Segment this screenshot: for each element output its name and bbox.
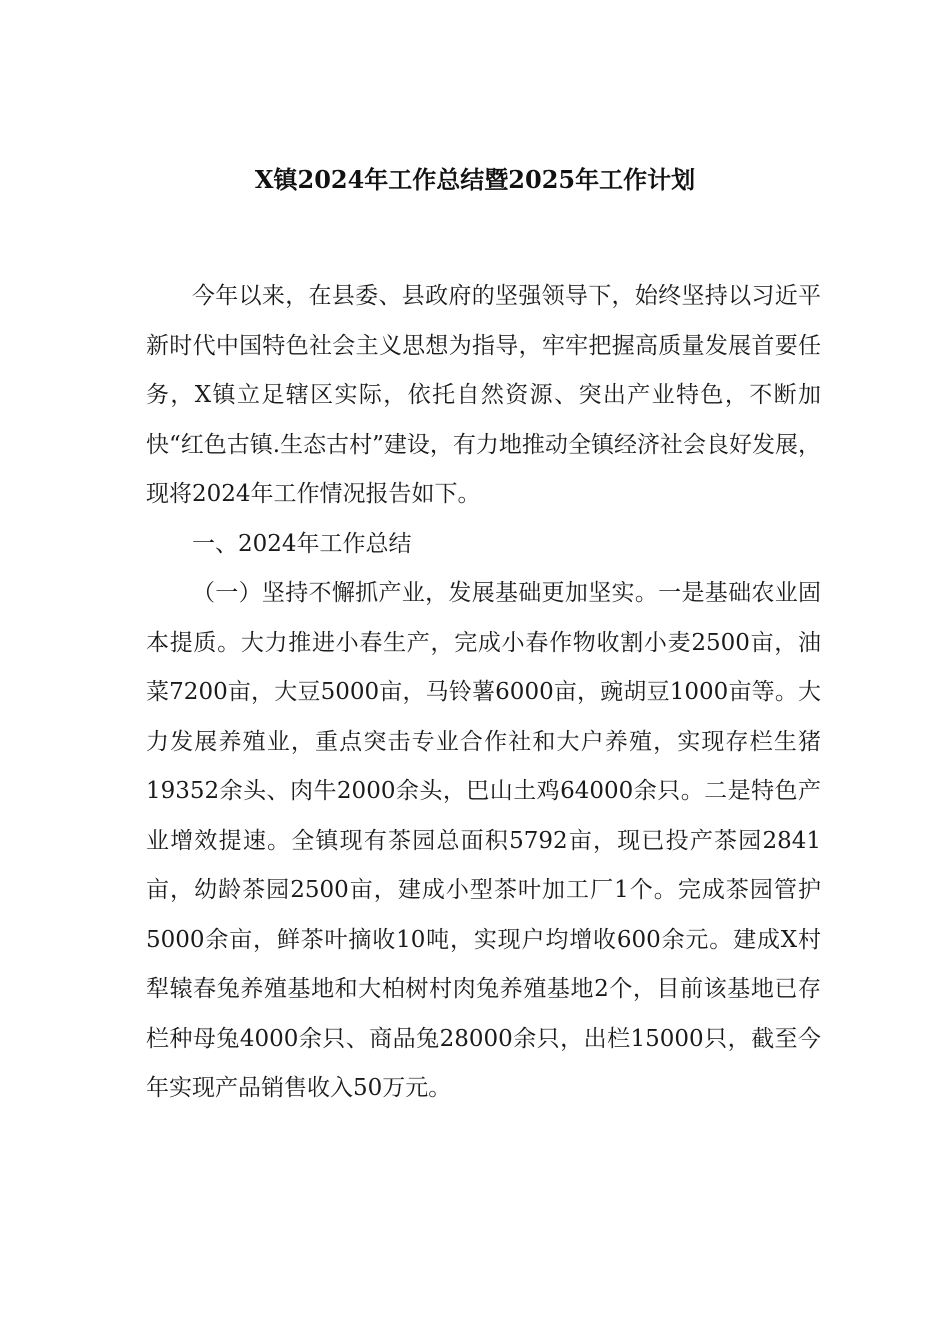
paragraph-industry: （一）坚持不懈抓产业，发展基础更加坚实。一是基础农业固本提质。大力推进小春生产，完成小春作物收割小麦2500亩，油菜7200亩，大豆5000亩，马铃薯6000亩，豌胡豆1000亩等。大力发展养殖业，重点突击专业合作社和大户养殖，实现存栏生猪19352余头、肉牛2000余头，巴山土鸡64000余只。二是特色产业增效提速。全镇现有茶园总面积5792亩，现已投产茶园2841亩，幼龄茶园2500亩，建成小型茶叶加工厂1个。完成茶园管护5000余亩，鲜茶叶摘收10吨，实现户均增收600余元。建成X村犁辕春兔养殖基地和大柏树村肉兔养殖基地2个，目前该基地已存栏种母兔4000余只、商品兔28000余只，出栏15000只，截至今年实现产品销售收入50万元。: [146, 580, 821, 1101]
document-body: [146, 272, 821, 1114]
section-heading: 一、2024年工作总结: [192, 530, 412, 557]
paragraph-intro: 今年以来，在县委、县政府的坚强领导下，始终坚持以习近平新时代中国特色社会主义思想为指导，牢牢把握高质量发展首要任务，X镇立足辖区实际，依托自然资源、突出产业特色，不断加快“红色古镇.生态古村”建设，有力地推动全镇经济社会良好发展，现将2024年工作情况报告如下。: [146, 283, 821, 507]
document-title: X镇2024年工作总结暨2025年工作计划: [254, 165, 696, 194]
